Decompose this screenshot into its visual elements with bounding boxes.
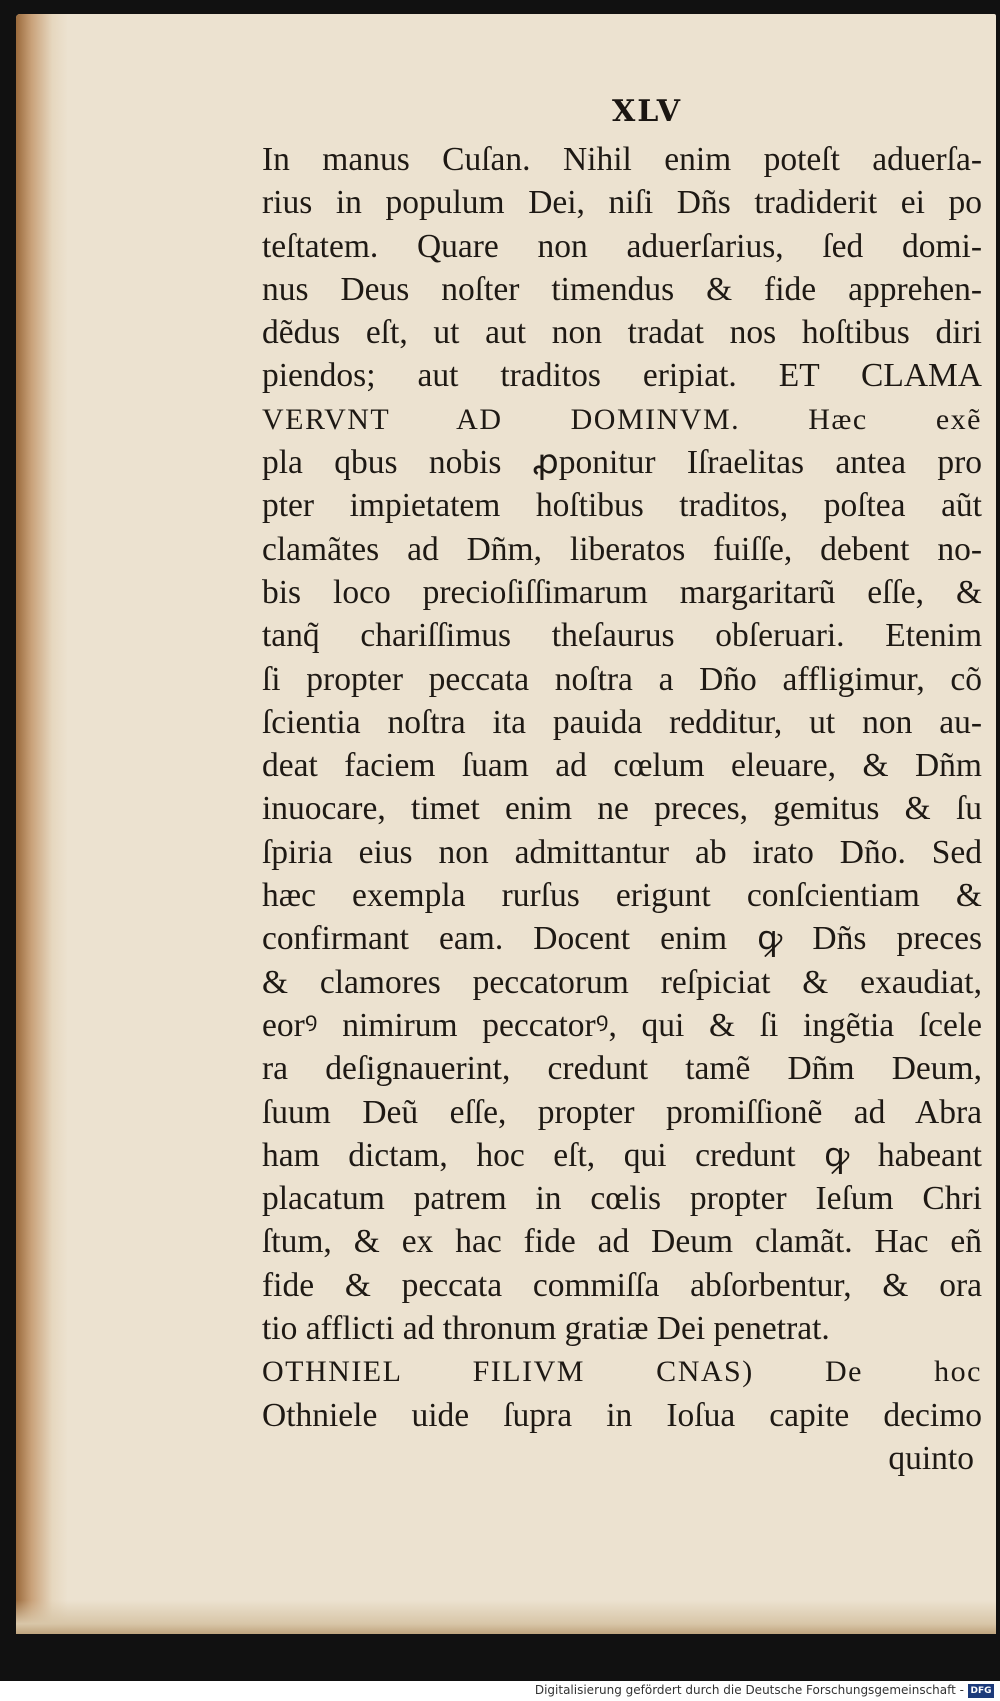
text-line: fide & peccata commiſſa abſorbentur, & ora [262,1266,982,1304]
section-heading-line: OTHNIEL FILIVM CNAS) De hoc [262,1355,982,1389]
text-line: teſtatem. Quare non aduerſarius, ſed domi- [262,227,982,265]
text-line: pla qbus nobis ꝓponitur Iſraelitas antea pro [262,444,982,482]
text-line: ſuum Deũ eſſe, propter promiſſionẽ ad Abra [262,1093,982,1131]
text-line: ſcientia noſtra ita pauida redditur, ut non au- [262,703,982,741]
text-line: deat faciem ſuam ad cœlum eleuare, & Dñm [262,747,982,785]
text-line: & clamores peccatorum reſpiciat & exaudiat, [262,963,982,1001]
text-line: ſpiria eius non admittantur ab irato Dño. Sed [262,833,982,871]
text-line: hæc exempla rurſus erigunt conſcientiam & [262,877,982,915]
body-text [262,138,982,1480]
text-line: rius in populum Dei, niſi Dñs tradiderit ei po [262,184,982,222]
text-line: inuocare, timet enim ne preces, gemitus & ſu [262,790,982,828]
text-line: VERVNT AD DOMINVM. Hæc exẽ [262,402,982,436]
text-line: piendos; aut traditos eripiat. ET CLAMA [262,357,982,395]
text-line: clamãtes ad Dñm, liberatos fuiſſe, debent no- [262,530,982,568]
text-line: bis loco precioſiſſimarum margaritarũ eſſe, & [262,573,982,611]
page-bottom-edge [16,1600,996,1634]
text-line: In manus Cuſan. Nihil enim poteſt aduerſa- [262,141,982,178]
dfg-logo-icon: DFG [968,1684,994,1698]
digitization-credit: Digitalisierung gefördert durch die Deutsche Forschungsgemeinschaft - [534,1683,964,1697]
text-line: eorꝰ nimirum peccatorꝰ, qui & ſi ingẽtia ſcele [262,1006,982,1044]
text-line: confirmant eam. Docent enim ꝙ Dñs preces [262,920,982,958]
text-line: tanq̃ chariſſimus theſaurus obſeruari. Etenim [262,617,982,655]
text-line: ſtum, & ex hac fide ad Deum clamãt. Hac eñ [262,1223,982,1261]
folio-number: XLV [612,94,683,129]
text-line: Othniele uide ſupra in Ioſua capite decimo [262,1396,982,1434]
page-binding-edge [16,14,68,1634]
text-line: placatum patrem in cœlis propter Ieſum Chri [262,1180,982,1218]
text-line: nus Deus noſter timendus & fide apprehen- [262,270,982,308]
text-line: ſi propter peccata noſtra a Dño affligimur, cõ [262,660,982,698]
text-line: tio afflicti ad thronum gratiæ Dei penetrat. [262,1310,830,1348]
text-line: pter impietatem hoſtibus traditos, poſtea aũt [262,487,982,525]
catchword: quinto [888,1439,974,1477]
text-line: ra deſignauerint, credunt tamẽ Dñm Deum, [262,1050,982,1088]
text-line: dẽdus eſt, ut aut non tradat nos hoſtibus diri [262,314,982,352]
text-line: ham dictam, hoc eſt, qui credunt ꝙ habeant [262,1136,982,1174]
